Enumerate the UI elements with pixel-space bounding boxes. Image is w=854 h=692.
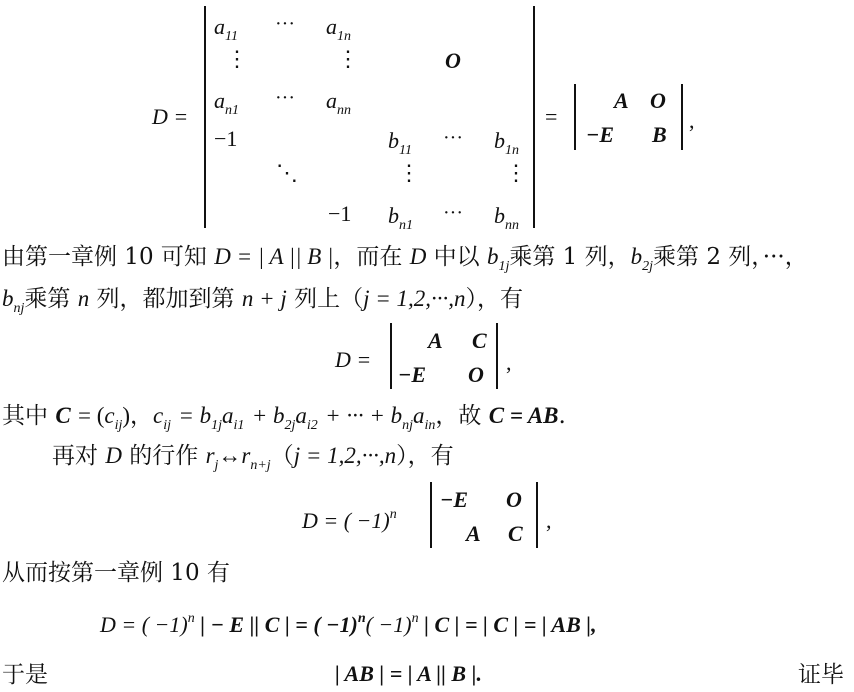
eq4-line: D = ( −1)$^n$ | − E || C | = ( $-1)^n( -1)^n$ | C | = | C | = | AB |, [100,611,597,637]
entry-a11: $a_{11}$ [214,14,238,44]
eq2-lhs: D = [335,347,372,372]
entry-hdots-3: ··· [443,127,463,149]
eq1-rhs-O: O [650,88,666,113]
eq1-equals: = [545,104,558,129]
qed-mark: 证毕 [798,662,844,688]
eq2-right-bar [496,323,498,389]
eq3-O: O [506,487,522,512]
para3-line: 再对 D 的行作 $r_j\leftrightarrow r_{n+j}(j = 1,2,\cdot\cdot\cdot,n)$，有 [52,443,454,473]
entry-hdots-4: ··· [443,202,463,224]
entry-an1: $a_{n1}$ [214,88,239,118]
final-prefix: 于是 [2,662,48,688]
eq2-trailing-comma: , [506,350,512,375]
entry-bn1: $b_{n1}$ [388,203,413,233]
entry-b11: $b_{11}$ [388,128,412,158]
eq3-trailing-comma: , [546,508,552,533]
eq3-left-bar [430,482,432,548]
entry-a1n: $a_{1n}$ [326,14,351,44]
entry-hdots-1: ··· [275,13,295,35]
entry-vdots-3: ⋮ [398,160,420,185]
entry-minus-one-2: −1 [328,201,352,226]
eq1-rhs-B: B [652,122,667,147]
eq2-minus-E: −E [398,362,427,387]
entry-ddots: ⋱ [276,160,298,185]
entry-b1n: $b_{1n}$ [494,128,519,158]
eq3-minus-E: −E [440,487,469,512]
eq3-A: A [466,521,481,546]
entry-ann: $a_{nn}$ [326,88,351,118]
entry-vdots-1: ⋮ [226,46,248,71]
eq2-O: O [468,362,484,387]
eq3-right-bar [536,482,538,548]
eq2-left-bar [390,323,392,389]
eq1-rhs-minus-E: −E [586,122,615,147]
eq3-lhs: D = ( −1)$^n$ [302,507,397,533]
entry-bnn: $b_{nn}$ [494,203,519,233]
entry-minus-one-1: −1 [214,126,238,151]
eq1-left-bar [204,6,206,228]
eq1-trailing-comma: , [689,108,695,133]
final-equation: | AB | = | A || B |. [335,661,482,686]
entry-zero-block: O [445,48,461,73]
eq1-rhs-right-bar [681,84,683,150]
eq1-rhs-left-bar [574,84,576,150]
eq2-C: C [472,328,487,353]
para2-line: 其中 $C = (c_{ij})$，$c_{ij} = b_{1j}a_{i1} + b_{2j}a_{i2}$ + ··· + $b_{nj}a_{in}$，故 C = AB. [2,403,566,433]
eq1-lhs: D = [152,104,189,129]
eq2-A: A [428,328,443,353]
eq1-rhs-A: A [614,88,629,113]
eq1-right-bar [533,6,535,228]
entry-hdots-2: ··· [275,87,295,109]
eq3-C: C [508,521,523,546]
para1-line1: 由第一章例 10 可知 D = | A || B |，而在 D 中以 $b_{1j}$乘第 1 列，$b_{2j}$乘第 2 列，···， [2,244,808,274]
para4-line: 从而按第一章例 10 有 [2,560,230,586]
para1-line2: $b_{nj}$乘第 n 列，都加到第 n + j 列上（j = 1,2,···,n），有 [2,286,523,316]
entry-vdots-2: ⋮ [337,46,359,71]
entry-vdots-4: ⋮ [505,160,527,185]
